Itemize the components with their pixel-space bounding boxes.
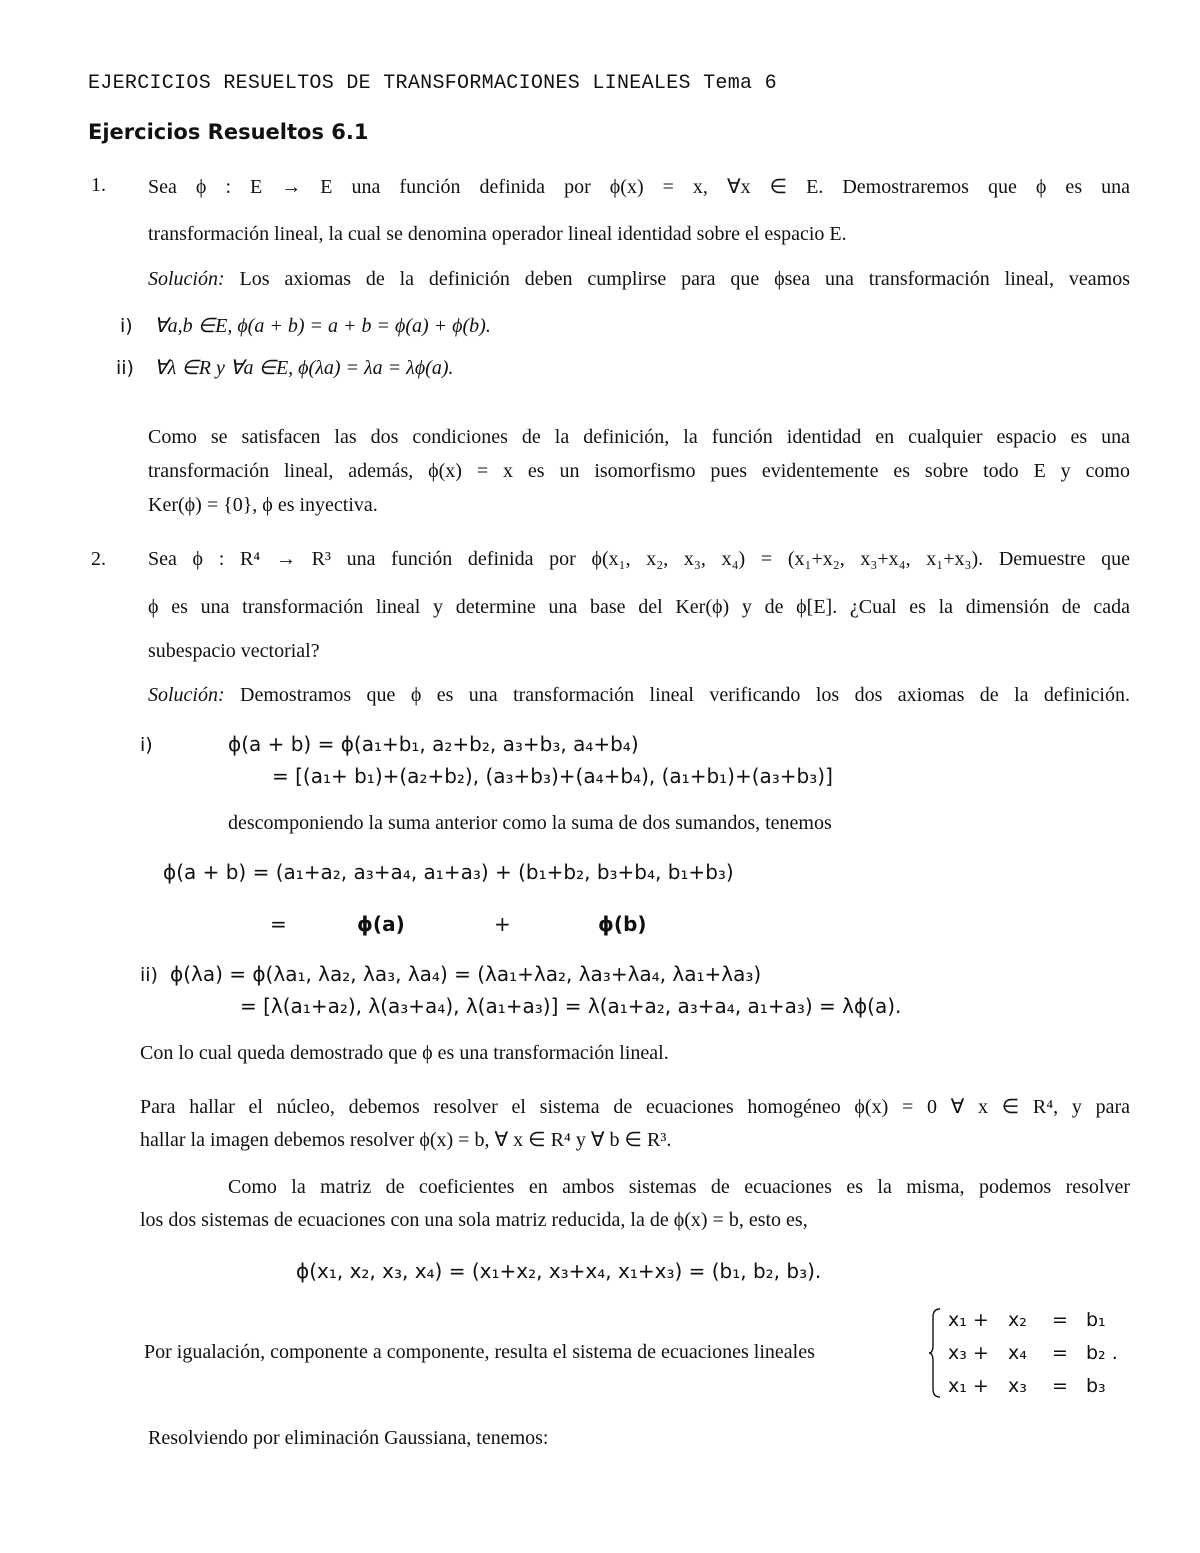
system-row-3-left: x₁ + xyxy=(948,1375,989,1397)
solution-text: Los axiomas de la definición deben cumplirse para que ϕsea una transformación lineal, veamos xyxy=(224,268,1130,290)
exercise-2-statement-line-2: ϕ es una transformación lineal y determine una base del Ker(ϕ) y de ϕ[E]. ¿Cual es la dimensión de cada xyxy=(148,596,1130,618)
exercise-2-item-ii-equation-2: = [λ(a₁+a₂), λ(a₃+a₄), λ(a₁+a₃)] = λ(a₁+a₂, a₃+a₄, a₁+a₃) = λϕ(a). xyxy=(240,994,902,1018)
document-header: EJERCICIOS RESUELTOS DE TRANSFORMACIONES LINEALES Tema 6 xyxy=(88,72,777,95)
exercise-2-statement-line-1: Sea ϕ : R⁴ → R³ una función definida por ϕ(x₁, x₂, x₃, x₄) = (x₁+x₂, x₃+x₄, x₁+x₃). Demuestre que xyxy=(148,548,1130,570)
system-row-1-var: x₂ xyxy=(1008,1309,1027,1331)
exercise-1-item-ii-equation: ∀λ ∈R y ∀a ∈E, ϕ(λa) = λa = λϕ(a). xyxy=(154,357,454,379)
phi-b-term: ϕ(b) xyxy=(598,912,647,936)
exercise-1-solution xyxy=(148,268,1130,291)
system-row-3-var: x₃ xyxy=(1008,1375,1027,1397)
exercise-2-item-i-equation-2: = [(a₁+ b₁)+(a₂+b₂), (a₃+b₃)+(a₄+b₄), (a₁+b₁)+(a₃+b₃)] xyxy=(272,764,833,788)
exercise-2-solution xyxy=(148,684,1130,707)
exercise-1-item-i-equation: ∀a,b ∈E, ϕ(a + b) = a + b = ϕ(a) + ϕ(b). xyxy=(154,315,491,337)
equals-sign: = xyxy=(270,912,287,936)
system-row-1-eq: = xyxy=(1052,1309,1068,1331)
exercise-2-item-ii-equation-1: ϕ(λa) = ϕ(λa₁, λa₂, λa₃, λa₄) = (λa₁+λa₂, λa₃+λa₄, λa₁+λa₃) xyxy=(170,962,762,986)
function-definition-equation: ϕ(x₁, x₂, x₃, x₄) = (x₁+x₂, x₃+x₄, x₁+x₃) = (b₁, b₂, b₃). xyxy=(296,1259,822,1283)
solution-label: Solución: xyxy=(148,684,225,706)
system-row-1-rhs: b₁ xyxy=(1086,1309,1106,1331)
system-row-3-eq: = xyxy=(1052,1375,1068,1397)
exercise-2-item-i-equation-1: ϕ(a + b) = ϕ(a₁+b₁, a₂+b₂, a₃+b₃, a₄+b₄) xyxy=(228,732,639,756)
solution-text: Demostramos que ϕ es una transformación lineal verificando los dos axiomas de la definición. xyxy=(224,684,1130,706)
exercise-2-item-i-label: i) xyxy=(140,734,153,756)
matrix-paragraph-line-1: Como la matriz de coeficientes en ambos sistemas de ecuaciones es la misma, podemos resolver xyxy=(228,1176,1130,1198)
exercise-2-conclusion: Con lo cual queda demostrado que ϕ es una transformación lineal. xyxy=(140,1042,669,1064)
exercise-1-number: 1. xyxy=(91,174,106,196)
left-brace-icon xyxy=(928,1307,942,1399)
exercise-1-conclusion-line-2: transformación lineal, además, ϕ(x) = x es un isomorfismo pues evidentemente es sobre todo E y como xyxy=(148,460,1130,482)
kernel-paragraph-line-2: hallar la imagen debemos resolver ϕ(x) = b, ∀ x ∈ R⁴ y ∀ b ∈ R³. xyxy=(140,1129,672,1151)
exercise-1-statement-line-2: transformación lineal, la cual se denomina operador lineal identidad sobre el espacio E. xyxy=(148,223,847,245)
exercise-1-item-i-label: i) xyxy=(120,315,133,337)
section-title: Ejercicios Resueltos 6.1 xyxy=(88,120,369,144)
system-row-2-left: x₃ + xyxy=(948,1342,989,1364)
exercise-1-statement-line-1: Sea ϕ : E → E una función definida por ϕ(x) = x, ∀x ∈ E. Demostraremos que ϕ es una xyxy=(148,176,1130,198)
exercise-2-statement-line-3: subespacio vectorial? xyxy=(148,640,320,662)
exercise-1-conclusion-line-1: Como se satisfacen las dos condiciones de la definición, la función identidad en cualquier espacio es una xyxy=(148,426,1130,448)
system-row-3-rhs: b₃ xyxy=(1086,1375,1106,1397)
exercise-1-conclusion-line-3: Ker(ϕ) = {0}, ϕ es inyectiva. xyxy=(148,494,378,516)
exercise-2-number: 2. xyxy=(91,548,106,570)
system-row-2-var: x₄ xyxy=(1008,1342,1027,1364)
system-row-2-rhs: b₂ . xyxy=(1086,1342,1118,1364)
system-row-1-left: x₁ + xyxy=(948,1309,989,1331)
system-row-2-eq: = xyxy=(1052,1342,1068,1364)
phi-a-term: ϕ(a) xyxy=(357,912,405,936)
exercise-1-item-ii-label: ii) xyxy=(116,357,134,379)
exercise-2-decomposition-text: descomponiendo la suma anterior como la suma de dos sumandos, tenemos xyxy=(228,812,832,834)
gaussian-elimination-text: Resolviendo por eliminación Gaussiana, tenemos: xyxy=(148,1427,549,1449)
exercise-2-item-ii-label: ii) xyxy=(140,964,158,986)
matrix-paragraph-line-2: los dos sistemas de ecuaciones con una sola matriz reducida, la de ϕ(x) = b, esto es, xyxy=(140,1209,808,1231)
solution-label: Solución: xyxy=(148,268,225,290)
system-intro-text: Por igualación, componente a componente, resulta el sistema de ecuaciones lineales xyxy=(144,1341,815,1363)
kernel-paragraph-line-1: Para hallar el núcleo, debemos resolver el sistema de ecuaciones homogéneo ϕ(x) = 0 ∀ x ∈ R⁴, y para xyxy=(140,1096,1130,1118)
exercise-2-sum-equation: ϕ(a + b) = (a₁+a₂, a₃+a₄, a₁+a₃) + (b₁+b₂, b₃+b₄, b₁+b₃) xyxy=(163,860,734,884)
plus-sign: + xyxy=(494,912,511,936)
